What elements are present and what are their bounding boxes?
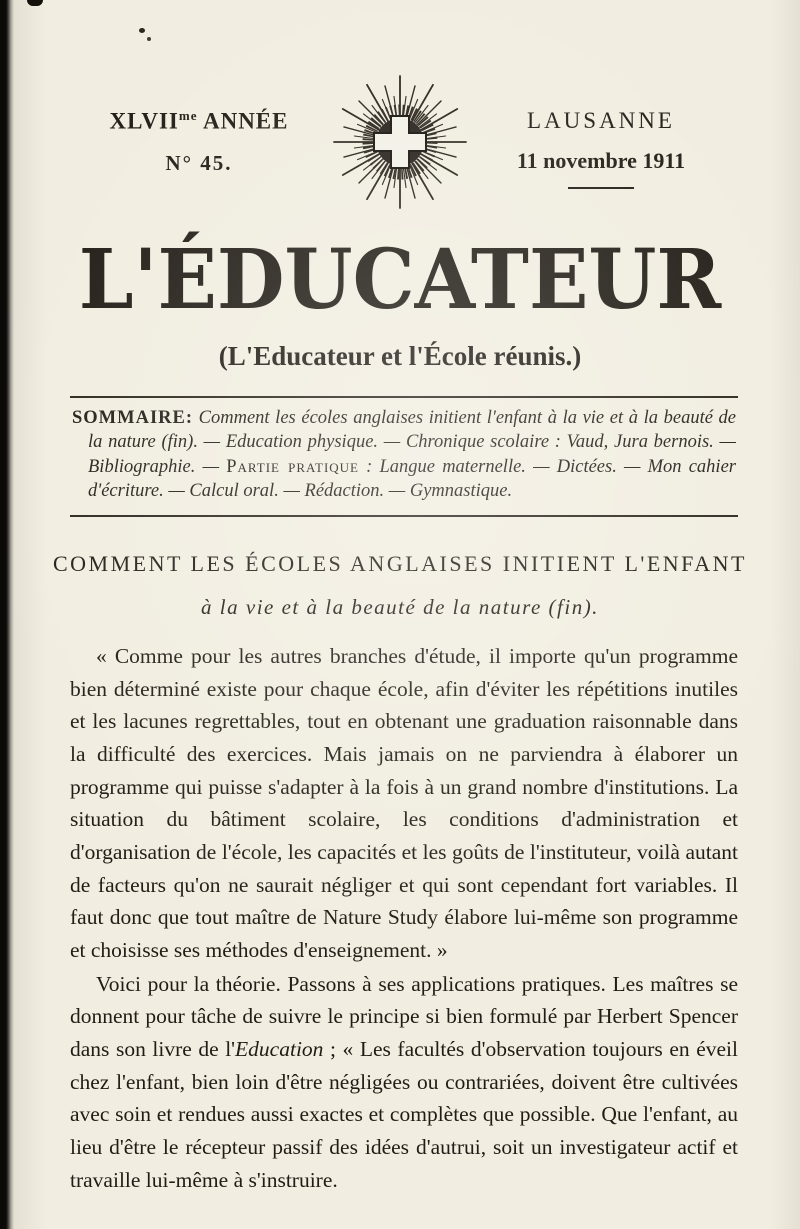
scan-speck (139, 28, 145, 33)
date-divider (568, 187, 634, 189)
emblem-wrap (325, 72, 475, 217)
sommaire-label: SOMMAIRE: (72, 408, 194, 428)
annee-superscript: me (178, 108, 198, 123)
masthead (0, 0, 800, 217)
publication-date: 11 novembre 1911 (516, 148, 686, 173)
sommaire-part1: Comment les écoles anglaises initient l'enfant à la vie et à la beauté de la nature (fin). — Education physique. — Chronique scolaire : Vaud, Jura bernois. — Bibliographie. — (88, 408, 736, 477)
page-subtitle: (L'Educateur et l'École réunis.) (218, 341, 582, 371)
scan-left-edge-artifact (0, 0, 14, 1229)
article-subheading: à la vie et à la beauté de la nature (fin). (201, 594, 599, 619)
paragraph-2-italic-term: Education (235, 1036, 324, 1061)
sommaire-partie-pratique-label: Partie pratique (226, 456, 359, 477)
article-paragraph-1: « Comme pour les autres branches d'étude, il importe qu'un programme bien déterminé existe pour chaque école, afin d'éviter les répétitions inutiles et les lacunes regrettables, tout en obtenant une graduation raisonnable dans la difficulté des exercices. Mais jamais on ne parviendra à élaborer un programme qui puisse s'adapter à la fois à un grand nombre d'institutions. La situation du bâtiment scolaire, les conditions d'administration et d'organisation de l'école, les capacités et les goûts de l'instituteur, voilà autant de facteurs qu'on ne saurait négliger et qui sont cependant fort variables. Il faut donc que tout maître de Nature Study élabore lui-même son programme et choisisse ses méthodes d'enseignement. » (70, 643, 738, 962)
sommaire-part2: : Langue maternelle. — Dictées. — Mon cahier d'écriture. — Calcul oral. — Rédaction. — Gymnastique. (88, 456, 736, 502)
publication-city: LAUSANNE (527, 108, 675, 133)
annee-line (73, 108, 325, 135)
annee-word: ANNÉE (202, 108, 289, 134)
masthead-left (73, 86, 325, 176)
annee-roman: XLVII (109, 108, 179, 134)
paragraph-2-text-before: Voici pour la théorie. Passons à ses applications pratiques. Les maîtres se donnent pour tâche de suivre le principe si bien formulé par Herbert Spencer dans son livre de l' (70, 971, 738, 1061)
swiss-cross-sunburst-icon (330, 72, 470, 212)
article-heading: COMMENT LES ÉCOLES ANGLAISES INITIENT L'ENFANT (52, 550, 747, 576)
paragraph-2-text-after: ; « Les facultés d'observation toujours en éveil chez l'enfant, bien loin d'être négligées ou contrariées, doivent être cultivées avec soin et rendues aussi exactes et complètes que possible. Que l'enfant, au lieu d'être le récepteur passif des idées d'autrui, soit un investigateur actif et travaille lui-même à s'instruire. (70, 1036, 738, 1192)
issue-number: N° 45. (165, 150, 233, 175)
article-paragraph-2 (70, 968, 738, 1197)
article-body (70, 640, 738, 1196)
sommaire-text (72, 406, 736, 504)
masthead-right (475, 86, 727, 189)
scan-speck (147, 37, 151, 41)
sommaire-block (70, 396, 738, 517)
page-title: L'ÉDUCATEUR (78, 231, 722, 329)
